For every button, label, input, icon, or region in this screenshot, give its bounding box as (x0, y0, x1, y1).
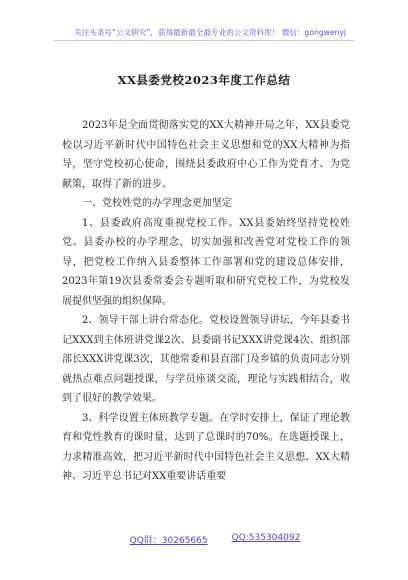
footer-qq-number: QQ:535304092 (231, 533, 301, 543)
footer-qq-group: QQ群：30265665 (129, 536, 208, 546)
footer-contact (100, 533, 330, 546)
header-promo-text: 关注头条号“公文研究”，获得最新最全最专业的公文资料库！ 微信：gongwenyj (74, 28, 346, 37)
paragraph-point-2: 2、领导干部上讲台常态化。党校设置领导讲坛，今年县委书记XXX到主体班讲党课2次、县委副书记XXX讲党课4次、组织部部长XXX讲党课3次，其他常委和县直部门及乡镇的负责同志分别就热点难点问题授课，与学员座谈交流，理论与实践相结合，收到了很好的教学效果。 (62, 315, 350, 404)
document-title: XX县委党校2023年度工作总结 (117, 73, 291, 87)
paragraph-point-3: 3、科学设置主体班教学专题。在学时安排上，保证了理论教育和党性教育的课时量，达到了总课时的70%。在选题授课上，力求精准高效，把习近平新时代中国特色社会主义思想、XX大精神、习近平总书记对XX重要讲话重要 (62, 412, 350, 482)
header-divider (54, 40, 354, 41)
section-heading: 一、党校姓党的办学理念更加坚定 (82, 198, 232, 209)
paragraph-point-1: 1、县委政府高度重视党校工作。XX县委始终坚持党校姓党、县委办校的办学理念，切实加强和改善党对党校工作的领导，把党校工作纳入县委整体工作部署和党的建设总体安排，2023年第19次县委常委会专题听取和研究党校工作，为党校发展提供坚强的组织保障。 (62, 217, 350, 307)
intro-paragraph: 2023年是全面贯彻落实党的XX大精神开局之年，XX县委党校以习近平新时代中国特色社会主义思想和党的XX大精神为指导，坚守党校初心使命，围绕县委政府中心工作为党育才、为党献策，取得了新的进步。 (62, 120, 350, 190)
document-body (62, 116, 350, 487)
